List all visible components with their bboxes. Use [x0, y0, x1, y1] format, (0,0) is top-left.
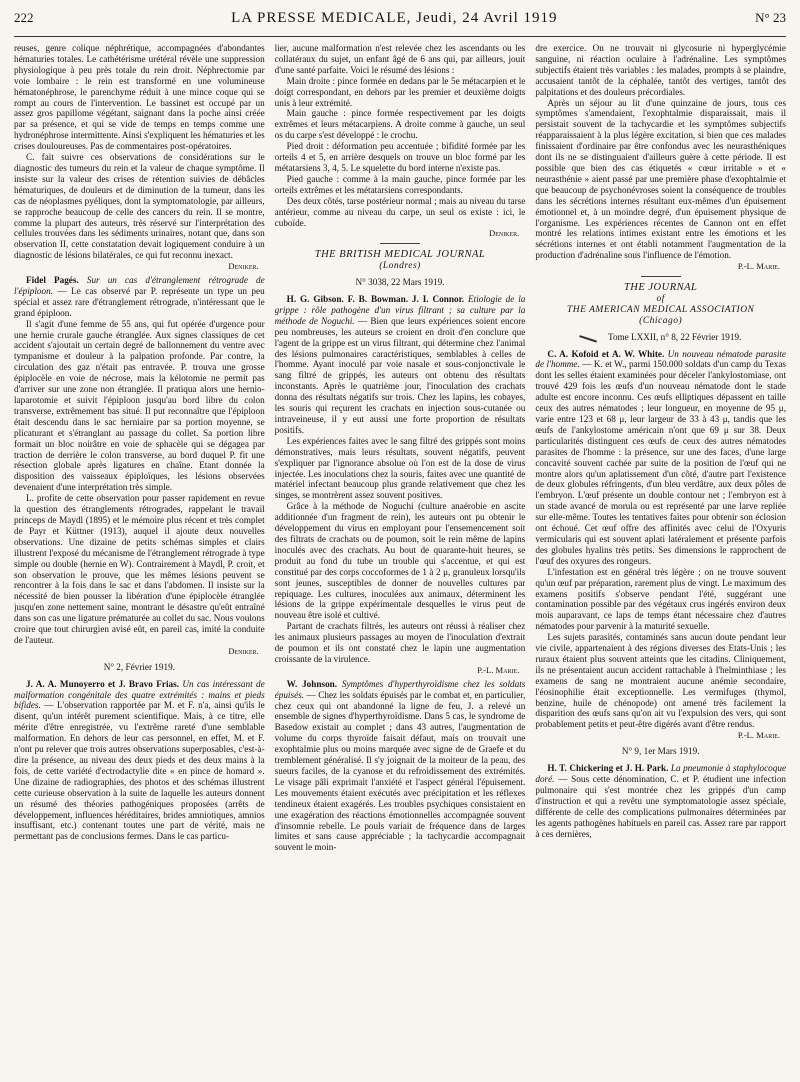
article-title: Un nouveau nématode parasite de l'homme.: [535, 348, 786, 370]
signature: P.-L. Marie.: [737, 730, 781, 741]
paragraph: Pied droit : déformation peu accentuée ; bifidité formée par les orteils 4 et 5, en arrière desquels on trouve un bloc formé par les métatarsiens 3, 4, 5. Le squelette du bord interne n'existe pas.: [274, 141, 526, 173]
paragraph: lier, aucune malformation n'est relevée chez les ascendants ou les collatéraux du sujet, un enfant âgé de 6 ans qui, par ailleurs, jouit d'une santé parfaite. Voici le résumé des lésions :: [274, 43, 526, 75]
pencil-mark-icon: [579, 329, 599, 342]
paragraph: Partant de crachats filtrés, les auteurs ont réussi à réaliser chez les animaux plusieurs passages au moyen de l'inoculation d'extrait de poumon et ils ont constaté chez le lapin une augmentation croissante de la virulence.: [274, 621, 526, 664]
paragraph: reuses, genre colique néphrétique, accompagnées d'abondantes hématuries totales. Le cathétérisme urétéral révèle une suppression physiologique à peu près totale du rein droit. Néphrectomie par voie lombaire : le rein est transformé en une volumineuse hématonéphrose, le parenchyme réduit à une mince coque qui se rompt au cours de l'intervention. Le bassinet est occupé par un assez gros papillome végétant, saignant dans la poche ainsi créée par sa présence, et qui se vide de temps en temps comme une hydronéphrose intermittente. Ainsi s'expliquent les hématuries et les crises douloureuses. Pas de commentaires post-opératoires.: [14, 43, 265, 152]
paragraph: C. fait suivre ces observations de considérations sur le diagnostic des tumeurs du rein et la valeur de chaque symptôme. Il insiste sur la valeur des crises de rétention suivies de débâcles hématuriques, de douleurs et de diminution de la tumeur, dans les cas de néoplasmes pyéliques, dont la symptomatologie, par ailleurs, se rapproche beaucoup de celle des cancers du rein. Il se montre, comme la plupart des auteurs, très réservé sur l'interprétation des cellules trouvées dans les sédiments urinaires, notant que, dans son observation II, cette constatation devait logiquement conduire à un diagnostic de lésions bilatérales, ce qui fut reconnu inexact.: [14, 152, 265, 261]
article-chickering: [535, 763, 786, 839]
article-munoyerro: [14, 679, 265, 843]
paragraph: Il s'agit d'une femme de 55 ans, qui fut opérée d'urgence pour une hernie crurale gauche étranglée. Aux signes classiques de cet accident s'ajoutait un certain degré de ballonnement du ventre avec tympanisme et douleur à la palpation profonde. Par contre, la circulation des gaz n'était pas entravée. P. trouva une grosse épiplocèle en voie de nécrose, mais la kélotomie ne permit pas d'arriver sur une zone non étranglée. Il pratiqua alors une hernio-laparotomie et suivit l'épiploon jusqu'au bord libre du colon transverse, extrêmement bas situé. Il put reconnaître que l'épiploon était descendu dans le sac herniaire par sa portion moyenne, se plicaturant et s'étranglant au passage du collet. Sa portion libre formait un bloc noirâtre en voie de sphacèle qui se dégagea par traction de derrière le colon transverse, au bord duquel P. fit une résection globale après ligatures en chaîne. Etant donnée la disposition des vaisseaux épiploïques, les lésions observées devenaient d'une interprétation très simple.: [14, 318, 265, 493]
article-gibson: [275, 294, 526, 676]
article-johnson: [275, 679, 526, 854]
separator: [380, 243, 420, 244]
signature: Deniker.: [228, 261, 259, 272]
paragraph: Les expériences faites avec le sang filtré des grippés sont moins démonstratives, mais leurs résultats, souvent négatifs, peuvent s'expliquer par l'ignorance absolue où l'on est de la dose de virus injectée. Les inoculations chez la souris, faites avec une quantité de matériel infectant beaucoup plus grande relativement que chez les singes, se montrèrent assez souvent positives.: [274, 435, 526, 501]
article-title: Symptômes d'hyperthyroïdisme chez les soldats épuisés.: [274, 678, 526, 700]
paragraph: Main droite : pince formée en dedans par le 5e métacarpien et le doigt correspondant, en dehors par les premier et deuxième doigts unis à leur extrémité.: [274, 75, 526, 108]
issue-date-text: Tome LXXII, n° 8, 22 Février 1919.: [607, 331, 742, 342]
signature: P.-L. Marie.: [477, 664, 520, 675]
paragraph: Après un séjour au lit d'une quinzaine de jours, tous ces symptômes s'amendaient, l'exophtalmie disparaissait, mais il persistait souvent de la tachycardie et les symptômes subjectifs réapparaissaient à la plus légère excitation, si bien que ces malades finissaient d'ordinaire par être confondus avec les neurasthéniques dont ils ne se distinguaient d'ailleurs guère à cette période. Il est possible que bien des cas étiquetés « cœur irritable » et « neurasthénie » aient passé par une première phase d'exophtalmie et que beaucoup de psychonévroses soient la conséquence de troubles dans les sécrétions internes résultant eux-mêmes d'un épuisement émotionnel et, à un moindre degré, d'un épuisement physique de l'organisme. Les expériences récentes de Cannon ont en effet montré les relations intimes existant entre les émotions et les sécrétions internes et ont établi notamment l'augmentation de la production d'adrénaline sous l'influence de l'émotion.: [535, 97, 786, 261]
article-authors: C. A. Kofoid et A. W. White.: [547, 348, 665, 359]
issue-number: N° 23: [755, 10, 786, 25]
page-number: 222: [14, 10, 34, 25]
column-3: [535, 43, 786, 1073]
signature: P.-L. Marie.: [737, 261, 781, 272]
paragraph: Grâce à la méthode de Noguchi (culture anaérobie en ascite additionnée d'un fragment de rein), les auteurs ont pu obtenir le développement du virus en employant pour l'ensemencement soit des filtrats de crachats ou de poumon, soit le rein même de lapins inoculés avec des crachats. Au bout de quarante-huit heures, se produit au fond du tube un trouble qui s'accentue, et qui est constitué par des corps coccoformes de 1 à 2 μ, granuleux lorsqu'ils sont jeunes, susceptibles de donner de nouvelles cultures par repiquage. Les cultures, inoculées aux animaux, déterminent les lésions de la grippe expérimentale desquelles le virus peut de nouveau être isolé et cultivé.: [274, 501, 526, 621]
article-authors: H. T. Chickering et J. H. Park.: [547, 763, 669, 774]
article-authors: H. G. Gibson. F. B. Bowman. J. I. Connor.: [286, 294, 465, 305]
article-text: — Sous cette dénomination, C. et P. étudient une infection pulmonaire qui s'est montrée chez les grippés d'un camp d'instruction et qui a revêtu une symptomatologie assez spéciale, différente de celle des complications pulmonaires déterminées par les agents pathogènes habituels en pareil cas. Assez rare par rapport à ces dernières,: [535, 774, 786, 839]
journal-name-line-1: THE JOURNAL: [623, 282, 698, 294]
issue-date: [535, 332, 786, 343]
column-2: [275, 43, 526, 1073]
paragraph: L'infestation est en général très légère ; on ne trouve souvent qu'un œuf par préparation, rarement plus de vingt. Le maximum des examens positifs s'observe pendant l'été, suggérant une contamination possible par des végétaux crus ingérés environ deux mois auparavant, ce laps de temps étant nécessaire chez d'autres nématodes pour parvenir à la maturité sexuelle.: [535, 566, 786, 632]
column-1: [14, 43, 265, 1073]
article-authors: Fidel Pagés.: [26, 275, 79, 286]
page-header: [14, 10, 786, 37]
article-title: Sur un cas d'étranglement rétrograde de l'épiploon.: [14, 275, 265, 296]
paragraph: Des deux côtés, tarse postérieur normal ; mais au niveau du tarse antérieur, comme au niveau du carpe, un seul os existe : ici, le cuboïde.: [274, 195, 526, 228]
paragraph: dre exercice. On ne trouvait ni glycosurie ni hyperglycémie sanguine, ni réaction oculaire à l'adrénaline. Les symptômes subjectifs étaient très variables : les malades, prompts à se plaindre, accusaient tantôt de la céphalée, tantôt des vertiges, tantôt des palpitations et des douleurs précordiales.: [535, 43, 786, 97]
journal-name: THE BRITISH MEDICAL JOURNAL: [314, 249, 486, 261]
article-text: — Chez les soldats épuisés par le combat et, en particulier, chez ceux qui ont abandonné la ligne de feu, J. a relevé un ensemble de signes d'hyperthyroïdisme. Dans 5 cas, le syndrome de Basedow existait au complet ; dans 43 autres, l'augmentation de volume du corps thyroïde faisait défaut, mais on trouvait une exophtalmie plus ou moins marquée avec signe de de Graefe et du tremblement généralisé. Il s'y joignait de la moiteur de la peau, des sueurs faciles, de la cyanose et du refroidissement des extrémités. Le visage pâli exprimait l'anxiété et l'aspect général l'épuisement. Les mouvements étaient exécutés avec précipitation et les réflexes tendineux étaient exagérés. Les troubles psychiques consistaient en une exagération des réactions émotionnelles accompagnée souvent d'insomnie rebelle. Le pouls variait de fréquence dans de larges limites et sans cause appréciable ; la tachycardie accompagnait souvent le moin-: [274, 689, 526, 853]
issue-date: N° 3038, 22 Mars 1919.: [355, 277, 445, 288]
paragraph: Main gauche : pince formée respectivement par les doigts extrêmes et leurs métacarpiens. A droite comme à gauche, un seul os du carpe s'est développé : le crochu.: [274, 108, 526, 141]
journal-name-line-3: THE AMERICAN MEDICAL ASSOCIATION: [566, 304, 755, 315]
journal-name-line-2: of: [656, 293, 665, 304]
article-text: — Le cas observé par P. représente un type un peu spécial et assez rare d'étranglement rétrograde, n'intéressant que le grand épiploon.: [14, 285, 265, 318]
publication-title: LA PRESSE MEDICALE, Jeudi, 24 Avril 1919: [231, 10, 558, 26]
paragraph: Les sujets parasités, contaminés sans aucun doute pendant leur vie civile, appartenaient à des régions diverses des Etats-Unis ; les ruraux étaient plus souvent atteints que les citadins. Cliniquement, ils ne présentaient aucun accident rattachable à l'helminthiase ; les examens de sang ne montraient aucune anémie secondaire, l'éosinophilie était exceptionnelle. Les vermifuges (thymol, benzine, huile de chénopode) ont amené très facilement la disparition des œufs sans qu'on ait vu l'expulsion des vers, qui sont probablement petits et peut-être digérés avant d'être rendus.: [535, 632, 786, 730]
signature: Deniker.: [228, 645, 259, 656]
journal-city: (Londres): [379, 261, 421, 272]
article-title: La pneumonie à staphylocoque doré.: [535, 763, 786, 784]
paragraph: L. profite de cette observation pour passer rapidement en revue la question des étranglements rétrogrades, rappelant le travail princeps de Maydl (1895) et le mémoire plus récent et très complet de Payr et Küttner (1913), auquel il ajoute deux nouvelles observations. Une dizaine de petits schémas simples et clairs illustrent l'exposé du mécanisme de l'étranglement rétrograde à type simple ou double (hernie en W). Contrairement à Maydl, P. croit, et son observation le prouve, que les mêmes lésions peuvent se rencontrer à la fois dans le sac et dans l'abdomen. Il insiste sur la nécessité de bien pousser la libération d'une épiplocèle étranglée jusqu'en zone nettement saine, montrant le désastre qu'eût entraîné dans son cas une ligature prématurée au collet du sac. Nous voulons croire que tout chirurgien avisé eût, en pareil cas, imité la conduite de l'auteur.: [14, 493, 265, 645]
article-text: — K. et W., parmi 150.000 soldats d'un camp du Texas dont les selles étaient examinées pour déceler l'ankylostomiase, ont trouvé 429 fois les œufs d'un nouveau nématode dont le stade adulte est encore inconnu. Ces œufs elliptiques dépassent en taille ceux des autres nématodes ; leur longueur, en moyenne de 95 μ, varie entre 123 et 68 μ, leur largeur de 33 à 43 μ, tandis que les œufs de l'ankylostome américain n'ont que 69 μ sur 38. Deux particularités distinguent ces œufs de ceux des autres nématodes parasites de l'homme : la présence, sur une des faces, d'une large concavité souvent cachée par suite de la position de l'œuf qui ne montre alors qu'un aplatissement d'un côté, d'autre part l'existence de deux globules réfringents, d'un bleu verdâtre, aux deux pôles de l'embryon. L'œuf présente un double contour net ; l'embryon est à un stade avancé de morula ou est représenté par une larve repliée sur elle-même. Toutes les tentatives faites pour obtenir son éclosion ont échoué. Cet œuf offre des affinités avec celui de l'Oxyuris vermicularis qui est souvent aplati latéralement et présente parfois des globules hyalins très petits. Ses dimensions le rapprochent de l'œuf des oxyures des rongeurs.: [535, 359, 786, 566]
paragraph: Pied gauche : comme à la main gauche, pince formée par les orteils extrêmes et les métatarsiens correspondants.: [274, 173, 526, 195]
article-pages: [14, 275, 265, 657]
article-text: — L'observation rapportée par M. et F. n'a, ainsi qu'ils le disent, qu'un intérêt purement scientifique. Mais, à ce titre, elle mérite d'être enregistrée, vu l'extrême rareté d'une semblable malformation. En dehors de leur cas personnel, en effet, M. et F. n'ont pu relever que trois autres observations superposables, c'est-à-dire la présence, au niveau des deux pieds et des deux mains à la fois, de cette variété d'ectrodactylie dite « en pince de homard ». Une dizaine de radiographies, des photos et des schémas illustrent cette curieuse observation à la suite de laquelle les auteurs donnent un résumé des théories pathogéniques proposées (arrêts de développement, influences héréditaires, brides amniotiques, amnios insuffisant, etc.) contenant toutes une part de vérité, mais ne permettant pas de conclusions fermes. Dans le cas particu-: [14, 700, 265, 842]
article-title: Etiologie de la grippe : rôle pathogène d'un virus filtrant ; sa culture par la méthode de Noguchi.: [274, 294, 526, 326]
signature: Deniker.: [488, 228, 520, 239]
separator: [641, 276, 681, 277]
article-kofoid: [535, 349, 786, 742]
article-authors: J. A. A. Munoyerro et J. Bravo Frias.: [26, 678, 179, 689]
article-authors: W. Johnson.: [286, 678, 338, 689]
issue-date: N° 9, 1er Mars 1919.: [621, 746, 700, 757]
article-text: — Bien que leurs expériences soient encore peu nombreuses, les auteurs se croient en droit d'en conclure que l'agent de la grippe est un virus filtrant, qui détermine chez l'animal des lésions pulmonaires caractéristiques, semblables à celles de l'homme. Ayant inoculé par voie nasale et sous-conjonctivale le sang filtré de grippés, les auteurs ont obtenu des résultats inconstants. Après le quatrième jour, l'inoculation des crachats donna des résultats négatifs sur trois. Chez les lapins, les cobayes, les souris qui reçurent les crachats en injection sous-cutanée ou intraveineuse, il y eut aussi une forte proportion de résultats positifs.: [274, 315, 526, 435]
article-title: Un cas intéressant de malformation congénitale des quatre extrémités : mains et pieds bifides.: [14, 678, 265, 711]
journal-city: (Chicago): [639, 315, 683, 326]
issue-date: N° 2, Février 1919.: [103, 661, 175, 672]
